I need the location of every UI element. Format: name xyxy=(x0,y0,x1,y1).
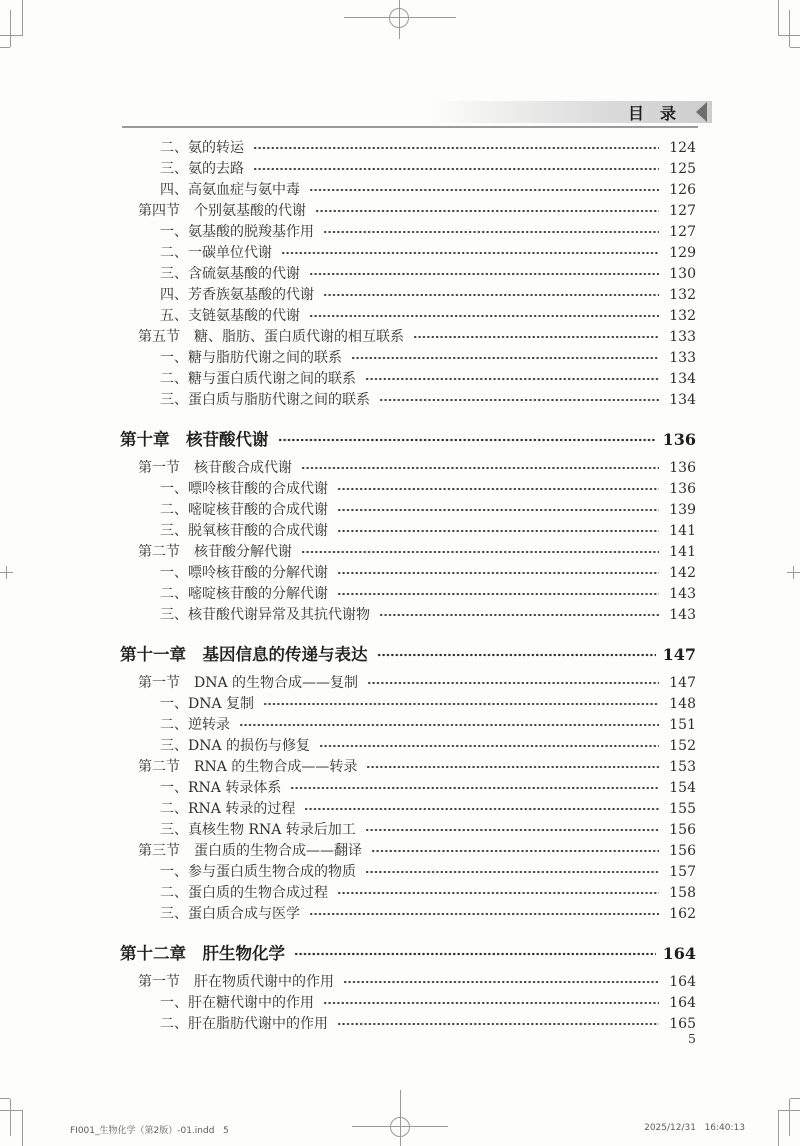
toc-entry-page: 152 xyxy=(669,738,696,754)
registration-mark-icon xyxy=(389,8,409,28)
center-mark xyxy=(793,566,794,579)
toc-entry xyxy=(120,138,696,159)
toc-entry xyxy=(120,841,696,862)
dot-leader xyxy=(290,778,659,799)
toc-entry-label: 四、芳香族氨基酸的代谢 xyxy=(160,287,314,303)
toc-entry-page: 130 xyxy=(669,266,696,282)
toc-entry-label: 三、氨的去路 xyxy=(160,161,244,177)
toc-entry xyxy=(120,1014,696,1035)
toc-entry xyxy=(120,883,696,904)
imprint-filename: FI001_生物化学（第2版）-01.indd 5 xyxy=(70,1126,229,1136)
registration-mark-icon xyxy=(390,1117,410,1137)
toc-entry xyxy=(120,605,696,626)
toc-entry xyxy=(120,390,696,411)
dot-leader xyxy=(337,1014,659,1035)
toc-entry-page: 151 xyxy=(669,717,696,733)
toc-entry-page: 148 xyxy=(669,696,696,712)
toc-entry-label: 二、RNA 转录的过程 xyxy=(160,801,296,817)
toc-entry-page: 139 xyxy=(669,502,696,518)
toc-entry-page: 141 xyxy=(669,544,696,560)
crop-mark xyxy=(0,47,10,48)
toc-entry xyxy=(120,222,696,243)
dot-leader xyxy=(315,201,659,222)
dot-leader xyxy=(301,542,659,563)
crop-mark xyxy=(0,1110,22,1111)
toc-entry-label: 一、嘌呤核苷酸的分解代谢 xyxy=(160,565,328,581)
crop-mark xyxy=(0,1098,10,1099)
toc-entry-label: 第二节 核苷酸分解代谢 xyxy=(138,544,292,560)
dot-leader xyxy=(253,159,659,180)
toc-entry-page: 129 xyxy=(669,245,696,261)
toc-entry-label: 第十二章 肝生物化学 xyxy=(120,944,285,963)
toc-entry-page: 157 xyxy=(669,864,696,880)
dot-leader xyxy=(337,479,659,500)
dot-leader xyxy=(367,673,659,694)
dot-leader xyxy=(379,605,659,626)
dot-leader xyxy=(371,841,659,862)
toc-entry-label: 三、含硫氨基酸的代谢 xyxy=(160,266,300,282)
toc-entry-label: 一、嘌呤核苷酸的合成代谢 xyxy=(160,481,328,497)
toc-entry xyxy=(120,715,696,736)
toc-entry xyxy=(120,427,696,453)
toc-entry-label: 二、一碳单位代谢 xyxy=(160,245,272,261)
toc-entry xyxy=(120,584,696,605)
toc-entry xyxy=(120,201,696,222)
toc-entry xyxy=(120,757,696,778)
toc-entry-label: 二、逆转录 xyxy=(160,717,230,733)
crop-mark xyxy=(789,1099,790,1136)
toc-entry xyxy=(120,243,696,264)
crop-mark xyxy=(778,0,779,36)
toc-entry-page: 134 xyxy=(669,371,696,387)
toc-entry-page: 165 xyxy=(669,1016,696,1032)
dot-leader xyxy=(379,390,659,411)
toc-entry-page: 126 xyxy=(669,182,696,198)
dot-leader xyxy=(309,306,659,327)
toc-entry-page: 147 xyxy=(662,645,696,664)
dot-leader xyxy=(337,521,659,542)
toc-entry xyxy=(120,904,696,925)
dot-leader xyxy=(343,972,659,993)
toc-entry-page: 156 xyxy=(669,843,696,859)
dot-leader xyxy=(239,715,659,736)
crop-mark xyxy=(10,1099,11,1136)
toc-entry-label: 二、肝在脂肪代谢中的作用 xyxy=(160,1016,328,1032)
toc-entry xyxy=(120,458,696,479)
toc-entry-label: 三、真核生物 RNA 转录后加工 xyxy=(160,822,356,838)
toc-entry-label: 第一节 肝在物质代谢中的作用 xyxy=(138,974,334,990)
dot-leader xyxy=(323,993,659,1014)
toc-entry-label: 三、脱氧核苷酸的合成代谢 xyxy=(160,523,328,539)
dot-leader xyxy=(337,584,659,605)
dot-leader xyxy=(377,645,656,666)
toc-entry xyxy=(120,778,696,799)
page-number: 5 xyxy=(688,1031,696,1046)
crop-mark xyxy=(790,47,800,48)
page-header xyxy=(430,101,712,123)
toc-entry-page: 142 xyxy=(669,565,696,581)
toc-entry-label: 一、肝在糖代谢中的作用 xyxy=(160,995,314,1011)
toc-entry-page: 136 xyxy=(669,460,696,476)
dot-leader xyxy=(413,327,659,348)
toc-entry-label: 第四节 个别氨基酸的代谢 xyxy=(138,203,306,219)
toc-entry-page: 133 xyxy=(669,350,696,366)
toc-entry xyxy=(120,542,696,563)
dot-leader xyxy=(323,222,659,243)
dot-leader xyxy=(337,563,659,584)
dot-leader xyxy=(253,138,659,159)
dot-leader xyxy=(337,883,659,904)
dot-leader xyxy=(294,944,656,965)
toc-entry-label: 一、RNA 转录体系 xyxy=(160,780,282,796)
dot-leader xyxy=(301,458,659,479)
toc-entry-label: 第三节 蛋白质的生物合成——翻译 xyxy=(138,843,362,859)
toc-entry-page: 127 xyxy=(669,203,696,219)
dot-leader xyxy=(278,430,656,451)
toc-entry xyxy=(120,862,696,883)
toc-entry-page: 143 xyxy=(669,607,696,623)
toc-entry xyxy=(120,563,696,584)
toc-entry-label: 三、核苷酸代谢异常及其抗代谢物 xyxy=(160,607,370,623)
toc-entry-page: 132 xyxy=(669,287,696,303)
toc-entry-label: 第二节 RNA 的生物合成——转录 xyxy=(138,759,358,775)
toc-entry-label: 二、嘧啶核苷酸的合成代谢 xyxy=(160,502,328,518)
crop-mark xyxy=(790,1098,800,1099)
dot-leader xyxy=(309,180,659,201)
toc-entry-label: 第十章 核苷酸代谢 xyxy=(120,430,269,449)
toc-entry xyxy=(120,799,696,820)
toc-entry xyxy=(120,521,696,542)
toc-entry xyxy=(120,642,696,668)
toc-entry-label: 一、参与蛋白质生物合成的物质 xyxy=(160,864,356,880)
toc-entry xyxy=(120,673,696,694)
toc-entry-label: 三、蛋白质与脂肪代谢之间的联系 xyxy=(160,392,370,408)
toc-entry-label: 一、DNA 复制 xyxy=(160,696,255,712)
toc-entry-label: 一、糖与脂肪代谢之间的联系 xyxy=(160,350,342,366)
toc-entry-page: 154 xyxy=(669,780,696,796)
dot-leader xyxy=(365,369,659,390)
crop-mark xyxy=(0,35,22,36)
page-title: 目 录 xyxy=(627,103,676,123)
toc-entry-page: 153 xyxy=(669,759,696,775)
toc-entry xyxy=(120,820,696,841)
dot-leader xyxy=(366,757,659,778)
toc-entry-page: 164 xyxy=(669,974,696,990)
toc-entry-page: 127 xyxy=(669,224,696,240)
dot-leader xyxy=(351,348,659,369)
toc-entry-label: 第一节 DNA 的生物合成——复制 xyxy=(138,675,359,691)
toc-entry-page: 164 xyxy=(662,944,696,963)
crop-mark xyxy=(22,0,23,36)
dot-leader xyxy=(337,500,659,521)
toc-entry xyxy=(120,306,696,327)
toc-entry-page: 141 xyxy=(669,523,696,539)
toc-entry-page: 133 xyxy=(669,329,696,345)
toc-list xyxy=(120,138,696,1035)
toc-entry-label: 三、DNA 的损伤与修复 xyxy=(160,738,311,754)
toc-entry xyxy=(120,348,696,369)
toc-entry-label: 五、支链氨基酸的代谢 xyxy=(160,308,300,324)
dot-leader xyxy=(365,862,659,883)
toc-entry-page: 155 xyxy=(669,801,696,817)
toc-entry-label: 第十一章 基因信息的传递与表达 xyxy=(120,645,368,664)
toc-entry-page: 125 xyxy=(669,161,696,177)
crop-mark xyxy=(22,1110,23,1146)
toc-entry-label: 三、蛋白质合成与医学 xyxy=(160,906,300,922)
toc-entry-label: 第五节 糖、脂肪、蛋白质代谢的相互联系 xyxy=(138,329,404,345)
crop-mark xyxy=(10,10,11,47)
toc-entry-page: 124 xyxy=(669,140,696,156)
center-mark xyxy=(6,566,7,579)
toc-entry xyxy=(120,993,696,1014)
dot-leader xyxy=(319,736,659,757)
crop-mark xyxy=(778,1110,779,1146)
toc-entry-label: 四、高氨血症与氨中毒 xyxy=(160,182,300,198)
toc-entry-label: 二、蛋白质的生物合成过程 xyxy=(160,885,328,901)
dot-leader xyxy=(304,799,659,820)
dot-leader xyxy=(323,285,659,306)
dot-leader xyxy=(365,820,659,841)
toc-entry-page: 143 xyxy=(669,586,696,602)
toc-entry-page: 158 xyxy=(669,885,696,901)
toc-entry xyxy=(120,500,696,521)
toc-entry xyxy=(120,285,696,306)
toc-entry-page: 164 xyxy=(669,995,696,1011)
dot-leader xyxy=(263,694,659,715)
toc-entry xyxy=(120,479,696,500)
toc-entry-label: 二、嘧啶核苷酸的分解代谢 xyxy=(160,586,328,602)
imprint-datetime: 2025/12/31 16:40:13 xyxy=(644,1123,745,1133)
toc-entry xyxy=(120,159,696,180)
crop-mark xyxy=(789,10,790,47)
toc-entry-page: 136 xyxy=(662,430,696,449)
toc-entry xyxy=(120,694,696,715)
toc-entry xyxy=(120,736,696,757)
toc-entry-label: 二、氨的转运 xyxy=(160,140,244,156)
toc-entry-label: 第一节 核苷酸合成代谢 xyxy=(138,460,292,476)
toc-entry-page: 132 xyxy=(669,308,696,324)
toc-entry xyxy=(120,369,696,390)
dot-leader xyxy=(309,904,659,925)
dot-leader xyxy=(281,243,659,264)
dot-leader xyxy=(309,264,659,285)
toc-entry-page: 156 xyxy=(669,822,696,838)
toc-entry xyxy=(120,972,696,993)
toc-entry-page: 147 xyxy=(669,675,696,691)
toc-entry-page: 136 xyxy=(669,481,696,497)
toc-entry xyxy=(120,180,696,201)
toc-entry-label: 一、氨基酸的脱羧基作用 xyxy=(160,224,314,240)
toc-entry xyxy=(120,264,696,285)
arrow-left-icon xyxy=(696,102,707,122)
toc-entry-page: 162 xyxy=(669,906,696,922)
toc-entry-label: 二、糖与蛋白质代谢之间的联系 xyxy=(160,371,356,387)
toc-entry xyxy=(120,327,696,348)
toc-entry xyxy=(120,941,696,967)
toc-entry-page: 134 xyxy=(669,392,696,408)
header-rule xyxy=(122,126,698,128)
